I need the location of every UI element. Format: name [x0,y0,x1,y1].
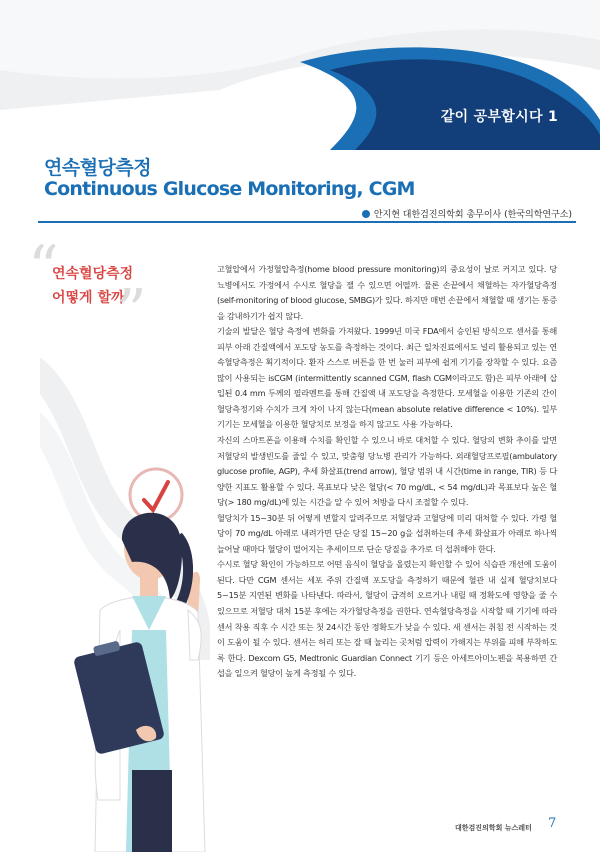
lead-line-2: 어떻게 할까 [52,290,125,306]
close-quote-icon: ” [116,277,147,347]
section-tag: 같이 공부합시다 1 [440,109,558,125]
author-name: 안지현 대한검진의학회 총무이사 (한국의학연구소) [373,210,572,220]
doctor-illustration [40,330,210,852]
author-line [362,207,572,220]
article-title-korean: 연속혈당측정 [44,157,152,179]
footer-newsletter-name: 대한검진의학회 뉴스레터 [455,824,532,832]
body-paragraph-1: 고혈압에서 가정혈압측정(home blood pressure monitoring)의 중요성이 날로 커지고 있다. 당뇨병에서도 가정에서 수시로 혈당을 잴 수 있으면 어떨까. 물론 손끝에서 채혈하는 자가혈당측정(self-monitoring of blood glucose, SMBG)가 있다. 하지만 매번 손끝에서 채혈할 때 생기는 통증을 감내하기가 쉽지 않다. [217,264,557,321]
bullet-dot-icon [362,210,370,218]
page-number: 7 [548,816,557,831]
body-paragraph-5: 수시로 혈당 확인이 가능하므로 어떤 음식이 혈당을 올렸는지 확인할 수 있어 식습관 개선에 도움이 된다. 다만 CGM 센서는 세포 주위 간질액 포도당을 측정하기 때문에 혈관 내 실제 혈당치보다 5~15분 지연된 변화를 나타낸다. 따라서, 혈당이 급격히 오르거나 내릴 때 정확도에 영향을 줄 수 있으므로 저혈당 대처 15분 후에는 자가혈당측정을 권한다. 연속혈당측정을 시작할 때 기기에 따라 센서 착용 직후 수 시간 또는 첫 24시간 동안 정확도가 낮을 수 있다. 새 센서는 취침 전 시작하는 것이 도움이 될 수 있다. 센서는 허리 또는 잘 때 눌리는 곳처럼 압력이 가해지는 부위를 피해 부착하도록 한다. Dexcom G5, Medtronic Guardian Connect 기기 등은 아세트아미노펜을 복용하면 간섭을 일으켜 혈당이 높게 측정될 수 있다. [217,559,557,679]
header-swoosh-graphic [0,0,600,150]
body-paragraph-2: 기술의 발달은 혈당 측정에 변화를 가져왔다. 1999년 미국 FDA에서 승인된 방식으로 센서를 통해 피부 아래 간질액에서 포도당 농도를 측정하는 것이다. 최근 일차진료에서도 널리 활용되고 있는 연속혈당측정은 획기적이다. 환자 스스로 버튼을 한 번 눌러 피부에 쉽게 기기를 장착할 수 있다. 요즘 많이 사용되는 isCGM (intermittently scanned CGM, flash CGM이라고도 함)은 피부 아래에 삽입된 0.4 mm 두께의 필라멘트를 통해 간질액 내 포도당을 측정한다. 모세혈을 이용한 기존의 간이혈당측정기와 수치가 크게 차이 나지 않는다(mean absolute relative difference < 10%). 일부 기기는 모세혈을 이용한 혈당치로 보정을 하지 않고도 사용 가능하다. [217,326,557,430]
open-quote-icon: “ [28,233,59,303]
body-paragraph-3: 자신의 스마트폰을 이용해 수치를 확인할 수 있으니 바로 대처할 수 있다. 혈당의 변화 추이를 알면 저혈당의 발생빈도를 줄일 수 있고, 맞춤형 당뇨병 관리가 가능하다. 외래혈당프로필(ambulatory glucose profile, AGP), 추세 화살표(trend arrow), 혈당 범위 내 시간(time in range, TIR) 등 다양한 지표도 활용할 수 있다. 목표보다 낮은 혈당(< 70 mg/dL, < 54 mg/dL)과 목표보다 높은 혈당(> 180 mg/dL)에 있는 시간을 알 수 있어 처방을 다시 조절할 수 있다. [217,435,557,508]
article-title-english: Continuous Glucose Monitoring, CGM [44,178,415,200]
title-divider [38,221,576,223]
body-paragraph-4: 혈당치가 15~30분 뒤 어떻게 변할지 알려주므로 저혈당과 고혈당에 미리 대처할 수 있다. 가령 혈당이 70 mg/dL 아래로 내려가면 단순 당질 15~20 g을 섭취하는데 추세 화살표가 아래로 하나씩 늘어날 때마다 혈당이 떨어지는 추세이므로 단순 당질을 추가로 더 섭취해야 한다. [217,512,557,554]
article-body [217,262,557,682]
lead-line-1: 연속혈당측정 [52,266,134,282]
